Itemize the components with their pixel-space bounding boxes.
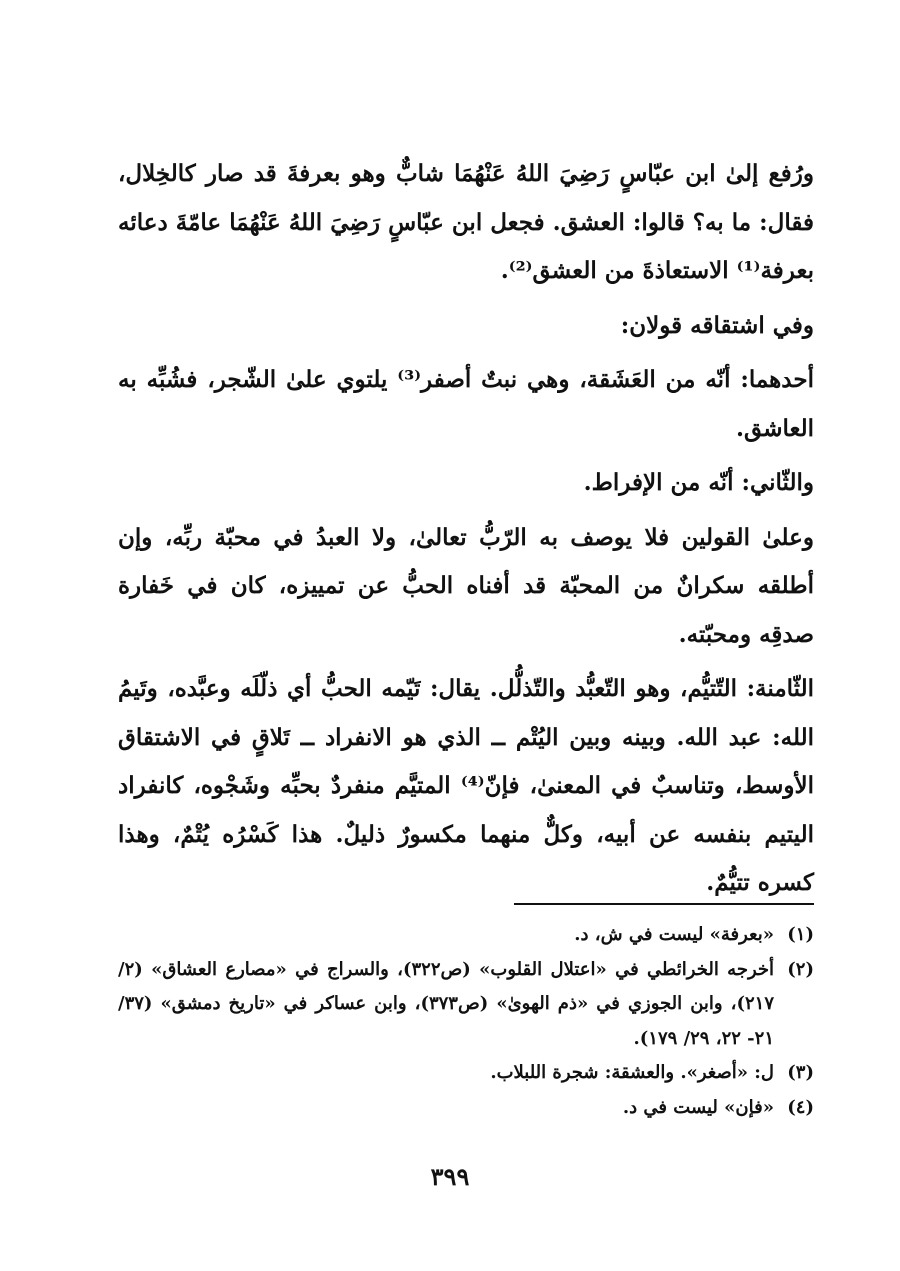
paragraph-first-opinion: أحدهما: أنّه من العَشَقة، وهي نبتٌ أصفر⁽³⁾ يلتوي علىٰ الشّجر، فشُبِّه به العاشق. bbox=[118, 366, 814, 442]
paragraph-second-opinion: والثّاني: أنّه من الإفراط. bbox=[583, 469, 814, 496]
footnote-number: (٣) bbox=[787, 1062, 814, 1083]
paragraph-boy-at-arafah: ورُفع إلىٰ ابن عبّاسٍ رَضِيَ اللهُ عَنْهُمَا شابٌّ وهو بعرفةَ قد صار كالخِلال، فقال: ما به؟ قالوا: العشق. فجعل ابن عبّاسٍ رَضِيَ اللهُ عَنْهُمَا عامّةَ دعائه بعرفة⁽¹⁾ الاستعاذةَ من العشق⁽²⁾. bbox=[118, 160, 814, 284]
footnote-number: (٢) bbox=[787, 958, 814, 980]
footnote-text: «فإن» ليست في د. bbox=[622, 1096, 774, 1118]
footnotes bbox=[118, 918, 814, 1125]
footnote-text: ل: «أصغر». والعشقة: شجرة اللبلاب. bbox=[490, 1062, 774, 1083]
footnote-4 bbox=[118, 1091, 814, 1126]
footnote-number: (٤) bbox=[787, 1096, 814, 1118]
footnote-text: «بعرفة» ليست في ش، د. bbox=[574, 924, 774, 945]
footnote-2 bbox=[118, 953, 814, 1057]
footnote-separator bbox=[514, 903, 814, 905]
paragraph-ruling: وعلىٰ القولين فلا يوصف به الرّبُّ تعالىٰ، ولا العبدُ في محبّة ربِّه، وإن أطلقه سكرانٌ من المحبّة قد أفناه الحبُّ عن تمييزه، كان في خَفارة صدقِه ومحبّته. bbox=[118, 523, 814, 648]
paragraph-eighth-tatayyum: الثّامنة: التّتيُّم، وهو التّعبُّد والتّذلُّل. يقال: تَيّمه الحبُّ أي ذلّلَه وعبَّده، وتَيمُ الله: عبد الله. وبينه وبين اليُتْم ــ الذي هو الانفراد ــ تَلاقٍ في الاشتقاق الأوسط، وتناسبٌ في المعنىٰ، فإنّ⁽⁴⁾ المتيَّم منفردٌ بحبِّه وشَجْوه، كانفراد اليتيم بنفسه عن أبيه، وكلٌّ منهما مكسورٌ ذليلٌ. هذا كَسْرُه يُتْمٌ، وهذا كسره تتيُّمٌ. bbox=[118, 675, 815, 896]
footnote-3 bbox=[118, 1056, 814, 1091]
page-number: ٣٩٩ bbox=[430, 1162, 470, 1191]
footnote-1 bbox=[118, 918, 814, 953]
footnote-text: أخرجه الخرائطي في «اعتلال القلوب» (ص٣٢٢)، والسراج في «مصارع العشاق» (٢/ ٢١٧)، وابن الجوزي في «ذم الهوىٰ» (ص٣٧٣)، وابن عساكر في «تاريخ دمشق» (٣٧/ ٢١- ٢٢، ٢٩/ ١٧٩). bbox=[118, 958, 774, 1049]
main-text bbox=[118, 150, 814, 914]
paragraph-derivation-intro: وفي اشتقاقه قولان: bbox=[620, 311, 814, 339]
footnote-number: (١) bbox=[787, 924, 814, 945]
